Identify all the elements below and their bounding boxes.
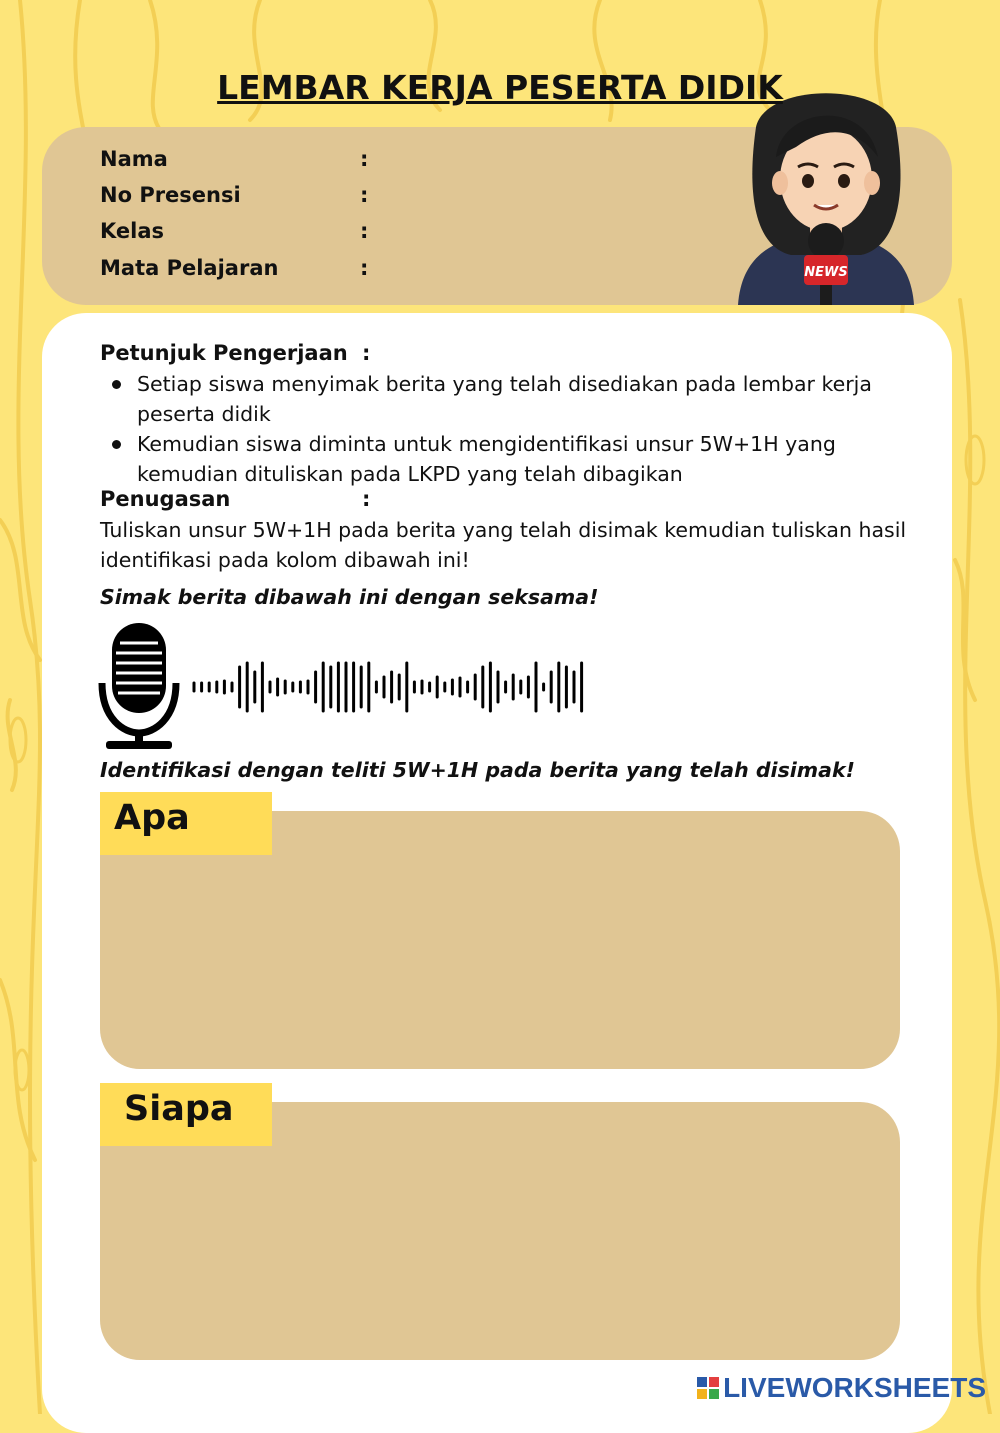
answer-label-siapa: Siapa [100,1083,272,1146]
audio-waveform[interactable] [194,663,582,711]
identity-label: Mata Pelajaran [100,256,279,280]
identity-row-mata-pelajaran [100,256,368,280]
identity-colon: : [360,147,369,171]
identity-row-nama [100,147,368,171]
instructions-heading-label: Petunjuk Pengerjaan [100,341,348,365]
news-reporter-illustration [736,87,916,305]
identity-label: No Presensi [100,183,241,207]
identity-label: Kelas [100,219,165,243]
identity-colon: : [360,256,369,280]
list-item: Setiap siswa menyimak berita yang telah disediakan pada lembar kerja peserta didik [100,369,890,429]
assignment-colon: : [362,487,371,511]
assignment-text: Tuliskan unsur 5W+1H pada berita yang telah disimak kemudian tuliskan hasil identifikasi pada kolom dibawah ini! [100,518,907,572]
assignment-heading-label: Penugasan [100,487,231,511]
microphone-icon [102,623,176,749]
worksheet-main-card [42,313,952,1433]
identity-row-no-presensi [100,183,368,207]
liveworksheets-logo[interactable] [697,1372,986,1404]
audio-player[interactable] [98,621,598,751]
liveworksheets-brand: LIVEWORKSHEETS [723,1372,986,1403]
answer-label-apa: Apa [100,792,272,855]
identity-colon: : [360,219,369,243]
news-badge-text: NEWS [804,265,848,280]
instructions-heading [100,341,370,365]
assignment-heading [100,487,370,511]
list-item: Kemudian siswa diminta untuk mengidentifikasi unsur 5W+1H yang kemudian dituliskan pada LKPD yang telah dibagikan [100,429,890,489]
identity-label: Nama [100,147,168,171]
page-title: LEMBAR KERJA PESERTA DIDIK [217,68,783,107]
liveworksheets-icon [697,1377,719,1399]
instructions-colon: : [362,341,371,365]
identify-prompt: Identifikasi dengan teliti 5W+1H pada berita yang telah disimak! [100,758,855,782]
identity-colon: : [360,183,369,207]
instructions-list [100,369,890,489]
identity-row-kelas [100,219,368,243]
listen-prompt: Simak berita dibawah ini dengan seksama! [100,585,599,609]
student-identity-card [42,127,952,305]
